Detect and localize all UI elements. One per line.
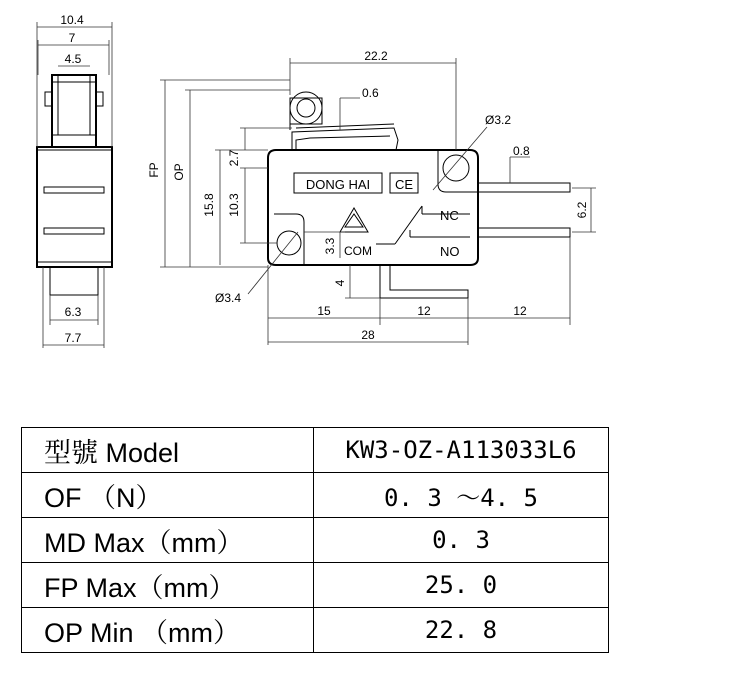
table-row xyxy=(22,518,609,563)
dim-dia-3-2: Ø3.2 xyxy=(485,113,512,127)
ce-mark: CE xyxy=(394,177,414,192)
dim-4: 4 xyxy=(333,279,347,287)
dim-6-3: 6.3 xyxy=(64,305,82,319)
dim-dia-3-4: Ø3.4 xyxy=(215,291,242,305)
dim-2-7: 2.7 xyxy=(227,149,241,167)
dim-3-3: 3.3 xyxy=(323,237,337,255)
spec-table xyxy=(21,427,609,653)
front-view xyxy=(147,49,596,345)
dim-op: OP xyxy=(172,163,186,181)
dim-15: 15 xyxy=(317,304,331,318)
dim-fp: FP xyxy=(147,162,161,178)
dim-4-5: 4.5 xyxy=(64,52,82,66)
row-label: FP Max（mm） xyxy=(22,563,314,608)
dim-7: 7 xyxy=(68,31,76,45)
row-value: 0. 3 ～4. 5 xyxy=(314,473,609,518)
table-row xyxy=(22,473,609,518)
dim-22-2: 22.2 xyxy=(364,49,388,63)
row-value: 25. 0 xyxy=(314,563,609,608)
table-row xyxy=(22,608,609,653)
dim-28: 28 xyxy=(361,328,375,342)
row-value: 22. 8 xyxy=(314,608,609,653)
row-label: OF （N） xyxy=(22,473,314,518)
dim-0-8: 0.8 xyxy=(513,144,530,158)
row-label: MD Max（mm） xyxy=(22,518,314,563)
vde-logo-icon xyxy=(340,208,368,232)
dim-10-3: 10.3 xyxy=(227,193,241,217)
row-value: KW3-OZ-A113033L6 xyxy=(314,428,609,473)
dim-0-6: 0.6 xyxy=(362,86,379,100)
dim-10-4: 10.4 xyxy=(60,13,84,27)
dim-15-8: 15.8 xyxy=(202,193,216,217)
dim-12-b: 12 xyxy=(513,304,527,318)
side-view xyxy=(37,13,112,348)
dim-12-a: 12 xyxy=(417,304,431,318)
table-row xyxy=(22,428,609,473)
brand-label: DONG HAI xyxy=(305,177,371,192)
table-row xyxy=(22,563,609,608)
no-label: NO xyxy=(440,244,460,259)
com-label: COM xyxy=(344,244,372,258)
row-label: 型號 Model xyxy=(22,428,314,473)
dim-7-7: 7.7 xyxy=(64,331,82,345)
row-label: OP Min （mm） xyxy=(22,608,314,653)
row-value: 0. 3 xyxy=(314,518,609,563)
dim-6-2: 6.2 xyxy=(575,201,589,219)
nc-label: NC xyxy=(440,208,459,223)
